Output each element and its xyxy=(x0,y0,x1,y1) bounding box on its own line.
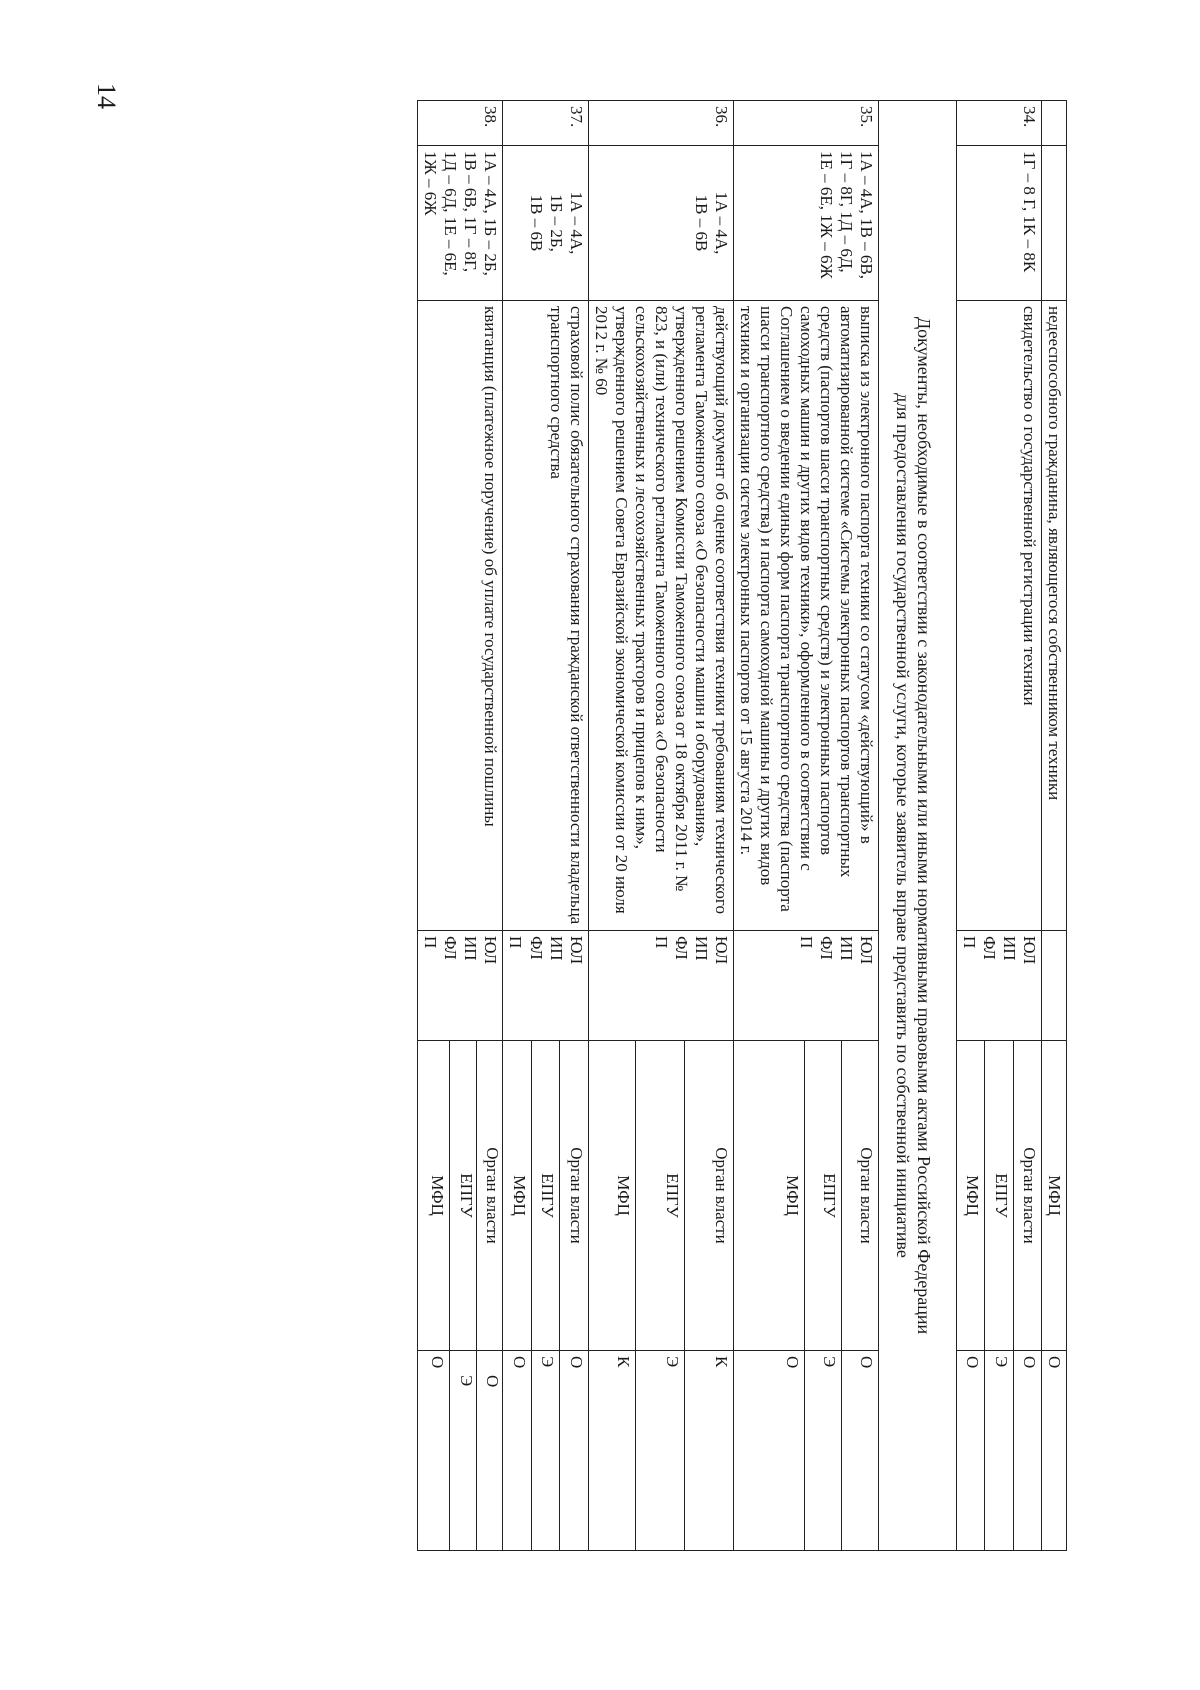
documents-table xyxy=(417,100,1067,1551)
cell-codes: 1А – 4А, 1В – 6В, 1Г – 8Г, 1Д – 6Д, 1Е – 6Е, 1Ж – 6Ж xyxy=(733,146,878,301)
cell-source: ЕПГУ xyxy=(985,1041,1013,1351)
cell-source: МФЦ xyxy=(956,1041,984,1351)
cell-form: Э xyxy=(985,1351,1013,1551)
cell-form: О xyxy=(560,1351,588,1551)
cell-form: О xyxy=(733,1351,804,1551)
cell-form: О xyxy=(503,1351,531,1551)
table-row xyxy=(1013,101,1041,1551)
cell-form: Э xyxy=(635,1351,684,1551)
cell-form: Э xyxy=(805,1351,842,1551)
cell-source: Орган власти xyxy=(842,1041,879,1351)
cell-document: свидетельство о государственной регистрации техники xyxy=(956,301,1041,931)
cell-form: К xyxy=(588,1351,635,1551)
cell-document: страховой полис обязательного страхования гражданской ответственности владельца транспортного средства xyxy=(503,301,588,931)
cell-codes: 1Г – 8 Г, 1К – 8К xyxy=(956,146,1041,301)
page-number: 14 xyxy=(92,83,121,109)
cell-source: МФЦ xyxy=(1041,1041,1066,1351)
cell-source: МФЦ xyxy=(418,1041,450,1351)
cell-num: 36. xyxy=(588,101,733,146)
cell-categories xyxy=(1041,931,1066,1041)
cell-source: Орган власти xyxy=(684,1041,733,1351)
cell-form: Э xyxy=(450,1351,477,1551)
cell-document: действующий документ об оценке соответствия техники требованиям технического регламента Таможенного союза «О безопасности машин и оборудования», утвержденного решением Комиссии Таможенного союза от 18 октября 2011 г. № 823, и (или) технического регламента Таможенного союза «О безопасности сельскохозяйственных и лесохозяйственных тракторов и прицепов к ним», утвержденного решением Совета Евразийской экономической комиссии от 20 июля 2012 г. № 60 xyxy=(588,301,733,931)
cell-codes: 1А – 4А, 1Б – 2Б, 1В – 6В, 1Г – 8Г, 1Д – 6Д, 1Е – 6Е, 1Ж – 6Ж xyxy=(418,146,503,301)
cell-num: 34. xyxy=(956,101,1041,146)
cell-source: ЕПГУ xyxy=(805,1041,842,1351)
cell-form: О xyxy=(1041,1351,1066,1551)
cell-categories: ЮЛ ИП ФЛ П xyxy=(418,931,503,1041)
cell-document: выписка из электронного паспорта техники со статусом «действующий» в автоматизированной системе «Системы электронных паспортов транспортных средств (паспортов шасси транспортных средств) и электронных паспортов самоходных машин и других видов техники», оформленного в соответствии с Соглашением о введении единых форм паспорта транспортного средства (паспорта шасси транспортного средства) и паспорта самоходной машины и других видов техники и организации систем электронных паспортов от 15 августа 2014 г. xyxy=(733,301,878,931)
cell-num xyxy=(1041,101,1066,146)
cell-categories: ЮЛ ИП ФЛ П xyxy=(588,931,733,1041)
table-row xyxy=(842,101,879,1551)
cell-source: ЕПГУ xyxy=(635,1041,684,1351)
section-title: Документы, необходимые в соответствии с законодательными или иными нормативными правовыми актами Российской Федерации для предоставления государственной услуги, которые заявитель вправе представить по собственной инициативе xyxy=(879,101,956,1551)
cell-categories: ЮЛ ИП ФЛ П xyxy=(733,931,878,1041)
table-row xyxy=(560,101,588,1551)
cell-source: Орган власти xyxy=(560,1041,588,1351)
cell-form: К xyxy=(684,1351,733,1551)
cell-source: МФЦ xyxy=(588,1041,635,1351)
cell-num: 38. xyxy=(418,101,503,146)
cell-form: О xyxy=(956,1351,984,1551)
cell-form: О xyxy=(1013,1351,1041,1551)
cell-codes xyxy=(1041,146,1066,301)
cell-source: ЕПГУ xyxy=(450,1041,477,1351)
cell-form: Э xyxy=(531,1351,559,1551)
cell-document: недееспособного гражданина, являющегося собственником техники xyxy=(1041,301,1066,931)
cell-num: 37. xyxy=(503,101,588,146)
table-row-continuation xyxy=(1041,101,1066,1551)
cell-source: МФЦ xyxy=(503,1041,531,1351)
cell-categories: ЮЛ ИП ФЛ П xyxy=(503,931,588,1041)
cell-codes: 1А – 4А, 1В – 6В xyxy=(588,146,733,301)
table-row xyxy=(684,101,733,1551)
cell-categories: ЮЛ ИП ФЛ П xyxy=(956,931,1041,1041)
cell-source: Орган власти xyxy=(1013,1041,1041,1351)
cell-codes: 1А – 4А, 1Б – 2Б, 1В – 6В xyxy=(503,146,588,301)
table-row xyxy=(476,101,503,1551)
section-header xyxy=(879,101,956,1551)
cell-document: квитанция (платежное поручение) об уплате государственной пошлины xyxy=(418,301,503,931)
cell-form: О xyxy=(418,1351,450,1551)
cell-form: О xyxy=(476,1351,503,1551)
cell-source: Орган власти xyxy=(476,1041,503,1351)
cell-source: МФЦ xyxy=(733,1041,804,1351)
rotated-page xyxy=(105,100,1067,1550)
cell-source: ЕПГУ xyxy=(531,1041,559,1351)
cell-num: 35. xyxy=(733,101,878,146)
cell-form: О xyxy=(842,1351,879,1551)
